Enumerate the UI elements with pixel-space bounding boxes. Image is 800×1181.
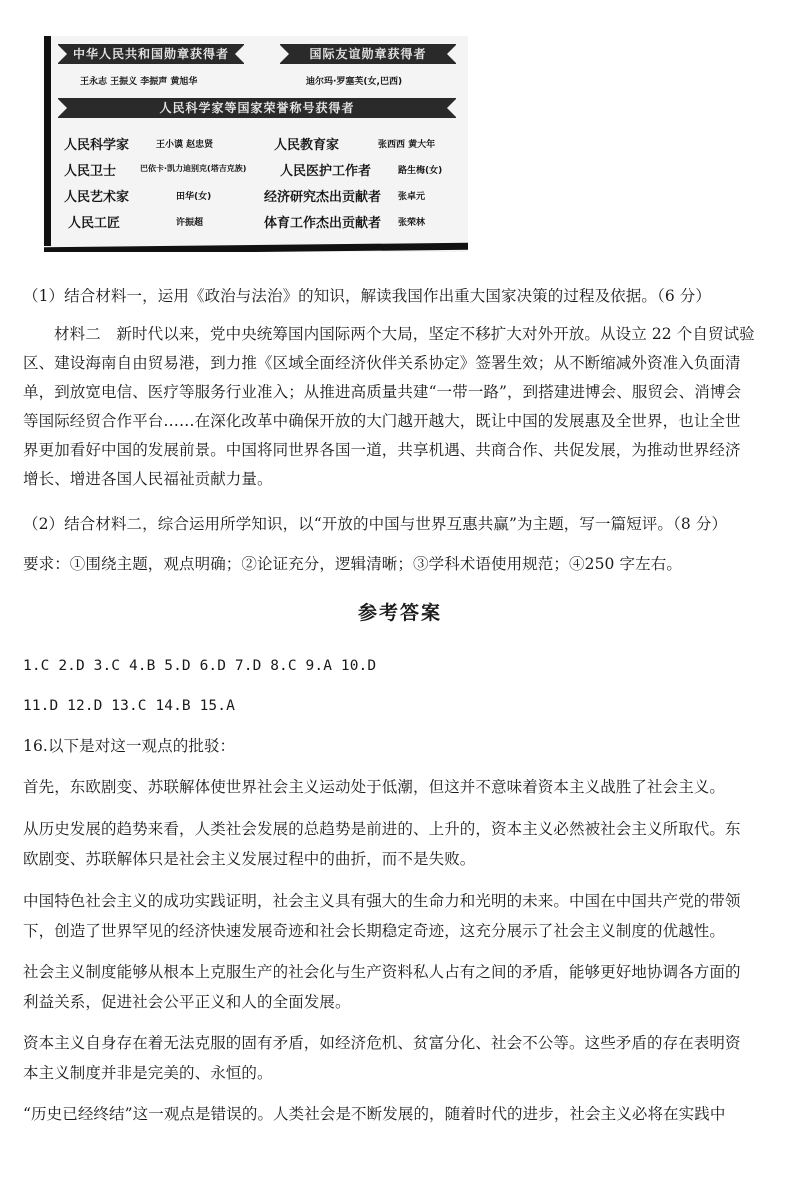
honor-label: 人民医护工作者 [280,164,372,179]
requirements: 要求：①围绕主题，观点明确；②论证充分，逻辑清晰；③学科术语使用规范；④250 字左右。 [23,555,682,573]
q16-paragraph-line: 首先，东欧剧变、苏联解体使世界社会主义运动处于低潮，但这并不意味着资本主义战胜了社会主义。 [23,778,726,796]
q16-paragraph-line: 利益关系，促进社会公平正义和人的全面发展。 [23,993,351,1011]
answer-title: 参考答案 [357,602,442,624]
q16-paragraph-line: 从历史发展的趋势来看，人类社会发展的总趋势是前进的、上升的，资本主义必然被社会主义所取代。东 [23,820,741,838]
q16-paragraph-line: 下，创造了世界罕见的经济快速发展奇迹和社会长期稳定奇迹，这充分展示了社会主义制度的优越性。 [23,922,726,940]
answers-line: 11.D 12.D 13.C 14.B 15.A [23,698,235,714]
honor-names: 王小谟 赵忠贤 [156,140,214,150]
q16-paragraph-line: “历史已经终结”这一观点是错误的。人类社会是不断发展的，随着时代的进步，社会主义必将在实践中 [23,1105,726,1123]
honor-names: 许振超 [176,218,204,228]
honor-names: 田华(女) [176,192,212,202]
honor-label: 经济研究杰出贡献者 [264,190,382,205]
material-2-line: 单，到放宽电信、医疗等服务行业准入；从推进高质量共建“一带一路”，到搭建进博会、服贸会、消博会 [23,383,742,401]
honor-names: 张卓元 [398,192,426,202]
banner-republic-medal: 中华人民共和国勋章获得者 [58,44,244,64]
answers-line: 1.C 2.D 3.C 4.B 5.D 6.D 7.D 8.C 9.A 10.D [23,658,377,674]
q16-paragraph-line: 欧剧变、苏联解体只是社会主义发展过程中的曲折，而不是失败。 [23,850,476,868]
q16-paragraph-line: 资本主义自身存在着无法克服的固有矛盾，如经济危机、贫富分化、社会不公等。这些矛盾的存在表明资 [23,1034,741,1052]
medal-recipients-intl: 迪尔玛·罗塞芙(女,巴西) [306,77,403,87]
medal-recipients-cn: 王永志 王振义 李振声 黄旭华 [80,77,198,87]
honor-label: 人民卫士 [64,164,117,179]
q16-paragraph-line: 本主义制度并非是完美的、永恒的。 [23,1064,273,1082]
honor-label: 人民教育家 [274,138,340,153]
figure-border-left [44,36,51,246]
q16-paragraph-line: 社会主义制度能够从根本上克服生产的社会化与生产资料私人占有之间的矛盾，能够更好地协调各方面的 [23,963,741,981]
honor-names: 张荣林 [398,218,426,228]
honor-label: 人民艺术家 [64,190,130,205]
banner-national-honors: 人民科学家等国家荣誉称号获得者 [58,98,456,118]
honors-figure [44,36,468,252]
honor-names: 路生梅(女) [398,166,443,176]
material-2-line: 等国际经贸合作平台……在深化改革中确保开放的大门越开越大，既让中国的发展惠及全世界，也让全世 [23,412,741,430]
honor-names: 巴依卡·凯力迪别克(塔吉克族) [140,164,247,173]
honor-label: 体育工作杰出贡献者 [264,216,382,231]
question-1: （1）结合材料一，运用《政治与法治》的知识，解读我国作出重大国家决策的过程及依据。（6 分） [23,287,712,305]
question-2: （2）结合材料二，综合运用所学知识，以“开放的中国与世界互惠共赢”为主题，写一篇短评。（8 分） [23,515,728,533]
honor-label: 人民科学家 [64,138,130,153]
material-2-line: 界更加看好中国的发展前景。中国将同世界各国一道，共享机遇、共商合作、共促发展，为推动世界经济 [23,441,741,459]
q16-intro: 16.以下是对这一观点的批驳： [23,737,236,755]
q16-paragraph-line: 中国特色社会主义的成功实践证明，社会主义具有强大的生命力和光明的未来。中国在中国共产党的带领 [23,892,741,910]
banner-friendship-medal: 国际友谊勋章获得者 [280,44,456,64]
material-2-line: 材料二 新时代以来，党中央统筹国内国际两个大局，坚定不移扩大对外开放。从设立 22 个自贸试验 [54,325,755,343]
material-2-line: 增长、增进各国人民福祉贡献力量。 [23,470,273,488]
honor-names: 张西西 黄大年 [378,140,436,150]
figure-border-bottom [44,243,468,252]
honor-label: 人民工匠 [68,216,121,231]
material-2-line: 区、建设海南自由贸易港，到力推《区域全面经济伙伴关系协定》签署生效；从不断缩减外资准入负面清 [23,354,741,372]
